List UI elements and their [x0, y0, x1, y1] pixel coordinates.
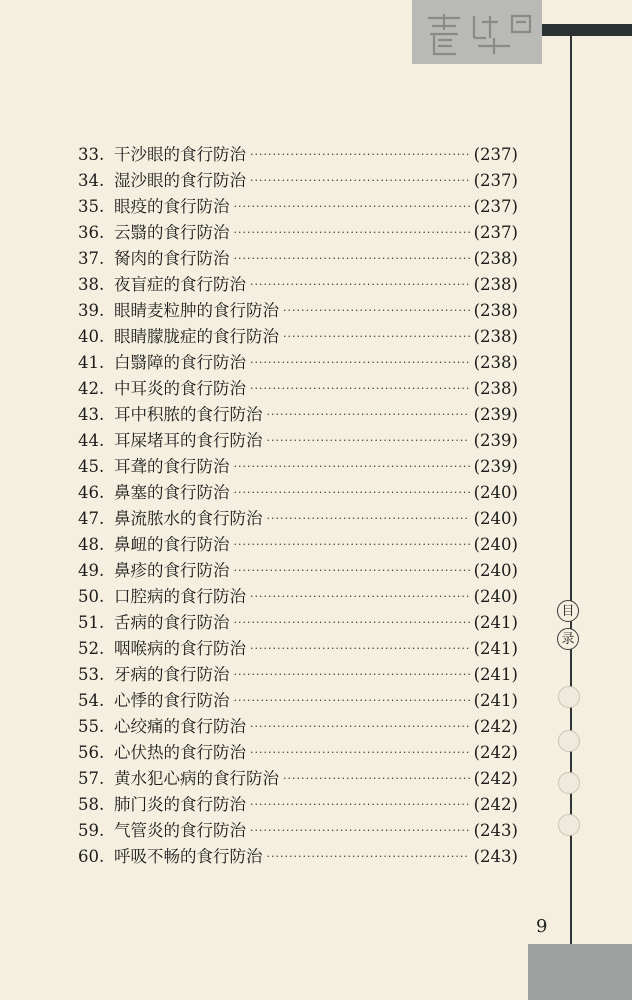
toc-entry-page: (243)	[473, 821, 518, 840]
toc-entry-number: 51.	[78, 613, 105, 632]
toc-entry-number: 47.	[78, 509, 105, 528]
seal-logo-icon	[420, 8, 538, 58]
toc-entry[interactable]	[78, 350, 518, 376]
toc-entry[interactable]	[78, 558, 518, 584]
toc-leader-dots	[250, 636, 470, 662]
toc-leader-dots	[234, 558, 470, 584]
toc-entry-number: 48.	[78, 535, 105, 554]
toc-entry[interactable]	[78, 506, 518, 532]
toc-entry-number: 33.	[78, 145, 105, 164]
toc-leader-dots	[234, 454, 470, 480]
toc-entry-page: (240)	[473, 535, 518, 554]
toc-entry-page: (239)	[473, 457, 518, 476]
toc-entry-page: (242)	[473, 743, 518, 762]
toc-entry-page: (242)	[473, 795, 518, 814]
toc-entry-title: 口腔病的食行防治	[114, 587, 246, 606]
toc-entry[interactable]	[78, 220, 518, 246]
toc-entry[interactable]	[78, 480, 518, 506]
toc-entry-title: 咽喉病的食行防治	[114, 639, 246, 658]
toc-entry-page: (239)	[473, 405, 518, 424]
toc-leader-dots	[234, 246, 470, 272]
toc-leader-dots	[250, 792, 470, 818]
toc-entry-number: 55.	[78, 717, 105, 736]
toc-entry-number: 58.	[78, 795, 105, 814]
toc-entry[interactable]	[78, 662, 518, 688]
toc-leader-dots	[250, 168, 470, 194]
toc-leader-dots	[267, 428, 470, 454]
toc-entry-page: (237)	[473, 145, 518, 164]
toc-leader-dots	[234, 532, 470, 558]
toc-entry[interactable]	[78, 610, 518, 636]
toc-entry-title: 胬肉的食行防治	[114, 249, 230, 268]
toc-leader-dots	[250, 142, 470, 168]
toc-entry[interactable]	[78, 298, 518, 324]
toc-entry-number: 45.	[78, 457, 105, 476]
toc-entry-number: 60.	[78, 847, 105, 866]
toc-entry-number: 56.	[78, 743, 105, 762]
toc-entry[interactable]	[78, 792, 518, 818]
toc-entry-title: 舌病的食行防治	[114, 613, 230, 632]
toc-entry-number: 34.	[78, 171, 105, 190]
vertical-rule	[570, 36, 572, 948]
side-dot	[558, 686, 580, 708]
toc-entry-title: 呼吸不畅的食行防治	[114, 847, 263, 866]
toc-entry[interactable]	[78, 428, 518, 454]
toc-entry-number: 53.	[78, 665, 105, 684]
toc-entry-title: 心伏热的食行防治	[114, 743, 246, 762]
toc-entry[interactable]	[78, 584, 518, 610]
toc-leader-dots	[250, 818, 470, 844]
toc-entry-number: 43.	[78, 405, 105, 424]
toc-leader-dots	[234, 220, 470, 246]
side-dot	[558, 814, 580, 836]
toc-entry-title: 云翳的食行防治	[114, 223, 230, 242]
toc-entry-page: (241)	[473, 665, 518, 684]
toc-entry-page: (240)	[473, 483, 518, 502]
toc-entry-number: 59.	[78, 821, 105, 840]
toc-entry-title: 牙病的食行防治	[114, 665, 230, 684]
toc-entry-title: 干沙眼的食行防治	[114, 145, 246, 164]
toc-entry-title: 夜盲症的食行防治	[114, 275, 246, 294]
toc-leader-dots	[267, 402, 470, 428]
toc-leader-dots	[267, 844, 470, 870]
toc-entry-number: 37.	[78, 249, 105, 268]
toc-entry-number: 35.	[78, 197, 105, 216]
toc-entry[interactable]	[78, 714, 518, 740]
toc-entry[interactable]	[78, 636, 518, 662]
toc-entry-page: (241)	[473, 639, 518, 658]
toc-entry[interactable]	[78, 454, 518, 480]
toc-entry[interactable]	[78, 272, 518, 298]
toc-leader-dots	[234, 688, 470, 714]
toc-entry-number: 41.	[78, 353, 105, 372]
toc-entry-number: 54.	[78, 691, 105, 710]
bleed-through-column	[2, 140, 72, 244]
toc-leader-dots	[250, 584, 470, 610]
toc-entry-page: (237)	[473, 197, 518, 216]
toc-entry[interactable]	[78, 818, 518, 844]
toc-entry[interactable]	[78, 740, 518, 766]
toc-leader-dots	[250, 740, 470, 766]
toc-entry-number: 46.	[78, 483, 105, 502]
toc-leader-dots	[267, 506, 470, 532]
side-dot	[558, 730, 580, 752]
toc-entry[interactable]	[78, 688, 518, 714]
toc-entry-title: 耳屎堵耳的食行防治	[114, 431, 263, 450]
toc-entry-page: (240)	[473, 561, 518, 580]
table-of-contents	[78, 142, 518, 870]
toc-entry-page: (241)	[473, 613, 518, 632]
toc-entry-title: 眼睛朦胧症的食行防治	[114, 327, 279, 346]
toc-entry[interactable]	[78, 376, 518, 402]
header-bar	[542, 24, 632, 36]
toc-entry-title: 湿沙眼的食行防治	[114, 171, 246, 190]
toc-entry-page: (237)	[473, 223, 518, 242]
toc-leader-dots	[234, 610, 470, 636]
side-tab-mu: 目	[557, 600, 579, 622]
toc-entry-number: 52.	[78, 639, 105, 658]
toc-entry-title: 肺门炎的食行防治	[114, 795, 246, 814]
toc-entry[interactable]	[78, 194, 518, 220]
toc-entry-title: 鼻衄的食行防治	[114, 535, 230, 554]
toc-entry-page: (241)	[473, 691, 518, 710]
toc-entry-number: 50.	[78, 587, 105, 606]
toc-entry[interactable]	[78, 324, 518, 350]
toc-entry-title: 心绞痛的食行防治	[114, 717, 246, 736]
toc-entry-page: (238)	[473, 353, 518, 372]
toc-entry[interactable]	[78, 844, 518, 870]
toc-entry[interactable]	[78, 142, 518, 168]
toc-entry-title: 耳聋的食行防治	[114, 457, 230, 476]
toc-entry-page: (243)	[473, 847, 518, 866]
toc-entry-title: 鼻疹的食行防治	[114, 561, 230, 580]
toc-entry[interactable]	[78, 168, 518, 194]
toc-entry-page: (238)	[473, 249, 518, 268]
toc-entry-number: 36.	[78, 223, 105, 242]
footer-block	[528, 944, 632, 1000]
toc-leader-dots	[250, 350, 470, 376]
toc-leader-dots	[234, 480, 470, 506]
toc-entry-title: 耳中积脓的食行防治	[114, 405, 263, 424]
toc-entry-page: (238)	[473, 301, 518, 320]
toc-entry-title: 鼻塞的食行防治	[114, 483, 230, 502]
toc-leader-dots	[283, 766, 470, 792]
toc-entry-title: 鼻流脓水的食行防治	[114, 509, 263, 528]
toc-leader-dots	[250, 714, 470, 740]
toc-leader-dots	[234, 194, 470, 220]
toc-entry-number: 39.	[78, 301, 105, 320]
toc-entry[interactable]	[78, 402, 518, 428]
toc-entry-page: (242)	[473, 769, 518, 788]
toc-entry-title: 白翳障的食行防治	[114, 353, 246, 372]
toc-entry-page: (238)	[473, 275, 518, 294]
toc-entry-number: 57.	[78, 769, 105, 788]
toc-entry-page: (237)	[473, 171, 518, 190]
toc-entry-page: (238)	[473, 327, 518, 346]
toc-entry-title: 眼疫的食行防治	[114, 197, 230, 216]
toc-entry-title: 中耳炎的食行防治	[114, 379, 246, 398]
toc-entry-page: (238)	[473, 379, 518, 398]
toc-entry[interactable]	[78, 246, 518, 272]
toc-entry-title: 心悸的食行防治	[114, 691, 230, 710]
toc-leader-dots	[283, 324, 470, 350]
toc-entry-page: (242)	[473, 717, 518, 736]
toc-leader-dots	[250, 376, 470, 402]
toc-entry-title: 气管炎的食行防治	[114, 821, 246, 840]
toc-leader-dots	[234, 662, 470, 688]
toc-entry[interactable]	[78, 766, 518, 792]
toc-entry-page: (240)	[473, 587, 518, 606]
toc-entry-title: 黄水犯心病的食行防治	[114, 769, 279, 788]
side-tab-lu: 录	[557, 628, 579, 650]
toc-entry-number: 38.	[78, 275, 105, 294]
toc-entry-page: (240)	[473, 509, 518, 528]
toc-entry-page: (239)	[473, 431, 518, 450]
toc-leader-dots	[283, 298, 470, 324]
toc-entry-title: 眼睛麦粒肿的食行防治	[114, 301, 279, 320]
toc-entry-number: 40.	[78, 327, 105, 346]
toc-entry-number: 44.	[78, 431, 105, 450]
toc-entry-number: 42.	[78, 379, 105, 398]
toc-entry-number: 49.	[78, 561, 105, 580]
page-number: 9	[536, 916, 548, 937]
side-dot	[558, 772, 580, 794]
toc-entry[interactable]	[78, 532, 518, 558]
toc-leader-dots	[250, 272, 470, 298]
